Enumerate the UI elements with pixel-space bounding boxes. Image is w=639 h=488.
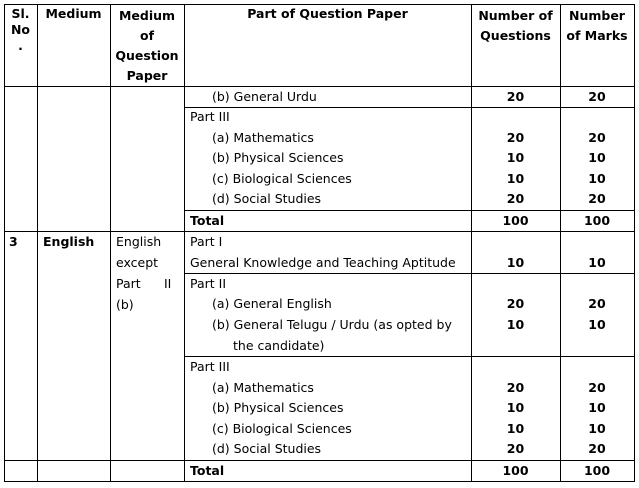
marks-value: 10 [588,255,606,270]
table-border-top [4,4,635,5]
column-divider [184,4,185,482]
marks-value: 10 [588,150,606,165]
item-label: (a) Mathematics [212,130,314,145]
row-divider [4,460,635,461]
medium-value: English [43,234,95,249]
row-divider [184,356,635,357]
marks-value: 20 [588,296,606,311]
questions-value: 10 [506,317,525,332]
header-medium-of-question-paper: Medium of Question Paper [115,8,179,83]
table-border-right [634,4,635,482]
item-label: (d) Social Studies [212,191,322,206]
questions-value: 20 [506,296,525,311]
marks-value: 10 [588,421,606,436]
item-label: (c) Biological Sciences [212,171,352,186]
header-part-of-question-paper: Part of Question Paper [247,6,408,21]
item-label: the candidate) [233,338,325,353]
item-label: (b) General Urdu [212,89,317,104]
item-label: (a) Mathematics [212,380,314,395]
total-label: Total [190,463,225,478]
item-label: General Knowledge and Teaching Aptitude [190,255,456,270]
table-border-left [4,4,5,482]
question-paper-table [4,4,635,482]
questions-value: 10 [506,421,525,436]
marks-value: 20 [588,441,606,456]
item-label: (d) Social Studies [212,441,322,456]
marks-value: 20 [588,89,606,104]
item-label: (b) General Telugu / Urdu (as opted by [212,317,452,332]
medium-qp-line: English [116,234,162,249]
questions-value: 20 [506,191,525,206]
questions-value: 10 [506,255,525,270]
row-divider [184,107,635,108]
marks-value: 20 [588,191,606,206]
item-label: (b) Physical Sciences [212,150,344,165]
questions-value: 10 [506,400,525,415]
part-title: Part II [190,276,227,291]
header-medium: Medium [45,6,102,21]
questions-value: 20 [506,380,525,395]
medium-qp-line: II [164,276,172,291]
column-divider [37,4,38,482]
marks-value: 20 [588,130,606,145]
row-divider [184,210,635,211]
total-marks: 100 [583,463,611,478]
header-number-of-marks: Number of Marks [566,8,628,43]
medium-qp-line: (b) [116,297,134,312]
header-number-of-questions: Number of Questions [478,8,553,43]
part-title: Part I [190,234,223,249]
total-questions: 100 [502,463,529,478]
item-label: (c) Biological Sciences [212,421,352,436]
item-label: (a) General English [212,296,332,311]
row-divider [4,231,635,232]
total-questions: 100 [502,213,529,228]
total-marks: 100 [583,213,611,228]
marks-value: 10 [588,317,606,332]
row-divider [184,273,635,274]
questions-value: 20 [506,441,525,456]
part-title: Part III [190,359,230,374]
header-sl-no: Sl. No . [10,6,31,53]
medium-qp-line: except [116,255,159,270]
item-label: (b) Physical Sciences [212,400,344,415]
sl-number: 3 [9,234,18,249]
total-label: Total [190,213,225,228]
marks-value: 20 [588,380,606,395]
table-border-bottom [4,481,635,482]
questions-value: 20 [506,89,525,104]
questions-value: 20 [506,130,525,145]
questions-value: 10 [506,150,525,165]
part-title: Part III [190,109,230,124]
medium-qp-line: Part [116,276,141,291]
questions-value: 10 [506,171,525,186]
marks-value: 10 [588,400,606,415]
marks-value: 10 [588,171,606,186]
header-divider [4,86,635,87]
